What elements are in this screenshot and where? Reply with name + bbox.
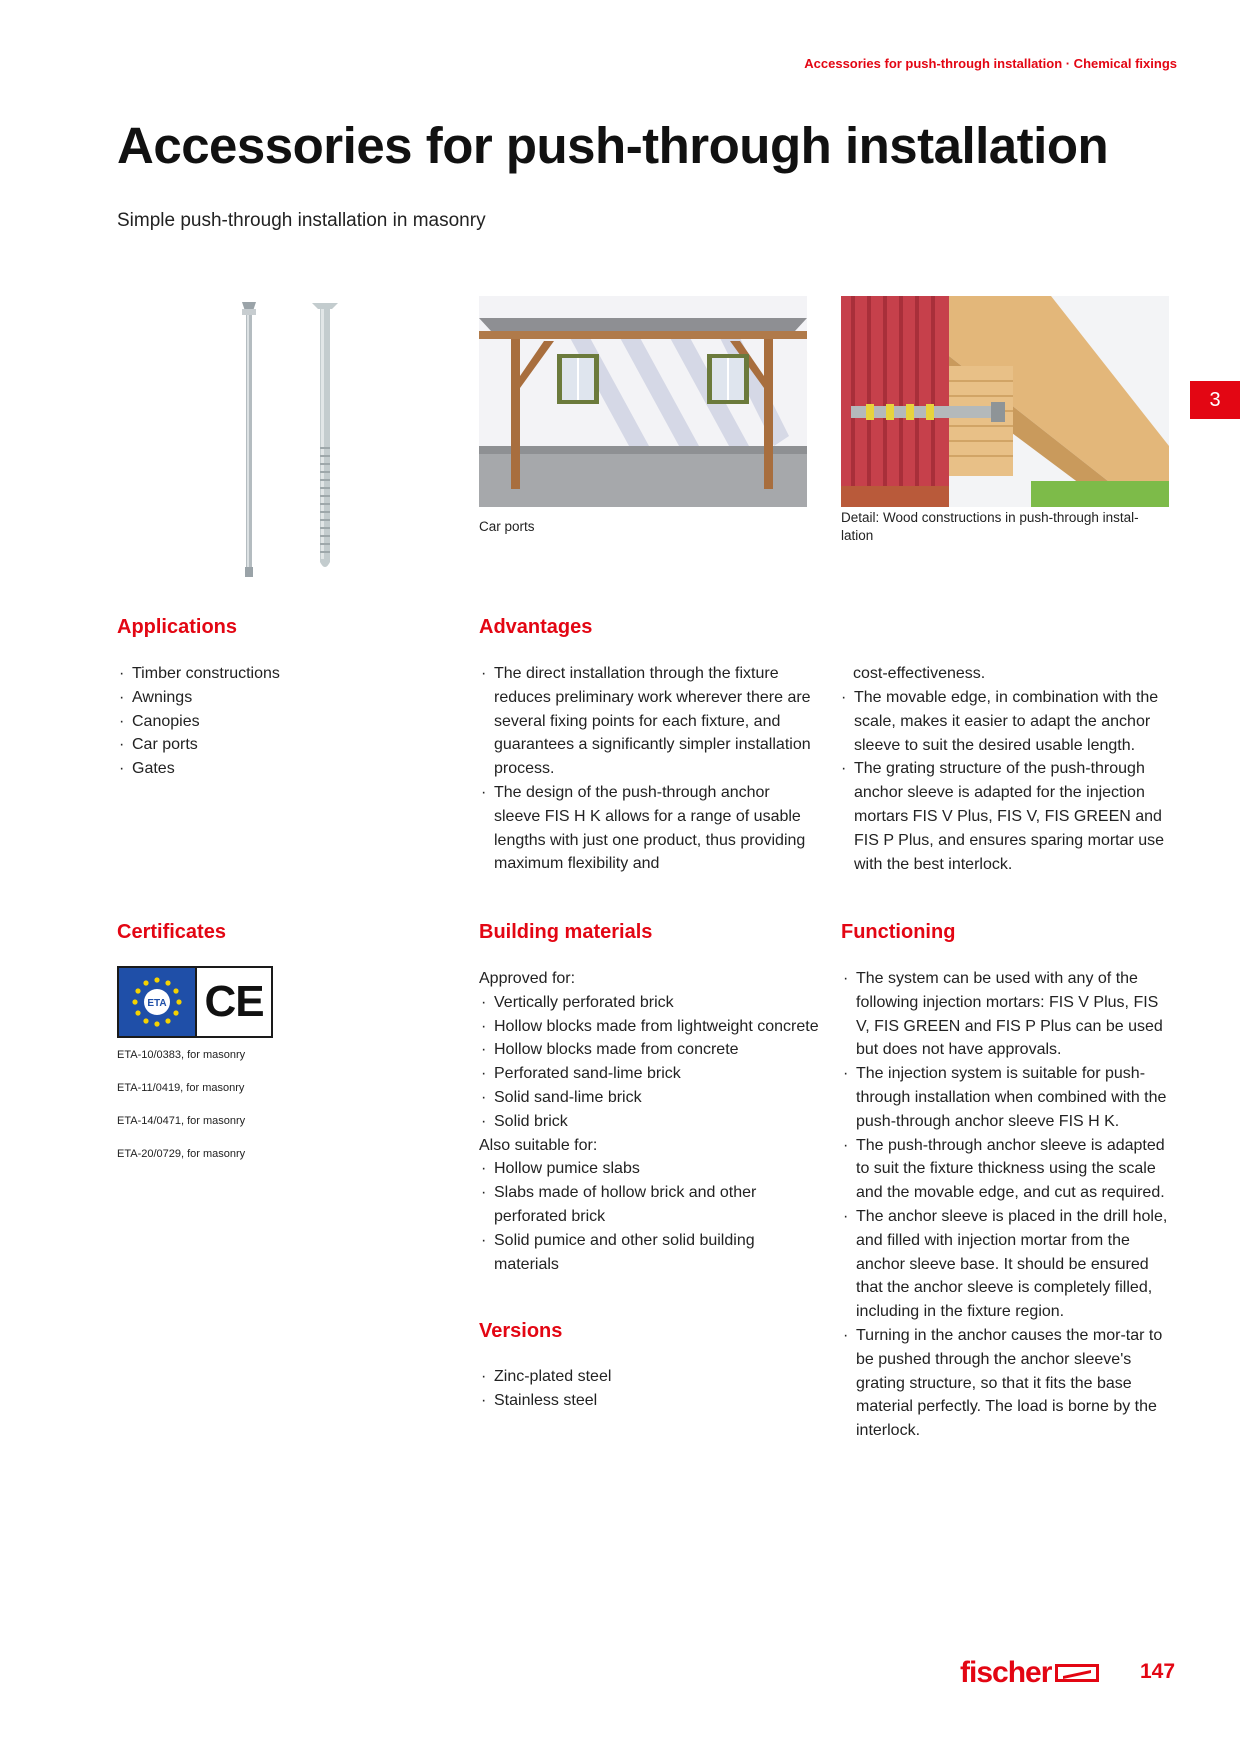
chapter-tab[interactable]: 3	[1190, 381, 1240, 419]
list-item: · Stainless steel	[479, 1389, 799, 1413]
advantages-list-column-2	[839, 686, 1179, 876]
functioning-heading: Functioning	[841, 921, 956, 943]
advantages-continuation: cost-effectiveness.	[853, 665, 986, 682]
detail-caption: Detail: Wood constructions in push-through instal-lation	[841, 510, 1139, 544]
applications-list	[117, 662, 437, 781]
list-item: · Gates	[117, 757, 437, 781]
list-item: · Slabs made of hollow brick and other perforated brick	[479, 1181, 819, 1229]
list-item: · Car ports	[117, 733, 437, 757]
list-item: ETA-11/0419, for masonry	[117, 1082, 245, 1094]
wood-construction-detail-photo	[841, 296, 1169, 507]
certificates-heading: Certificates	[117, 921, 226, 943]
approved-for-label: Approved for:	[479, 970, 576, 987]
list-item: · Hollow pumice slabs	[479, 1157, 819, 1181]
list-item: · Turning in the anchor causes the mor-tar to be pushed through the anchor sleeve's grating structure, so that it fits the base material perfectly. The load is borne by the interlock.	[841, 1324, 1176, 1443]
list-item: · The movable edge, in combination with the scale, makes it easier to adapt the anchor sleeve to suit the desired usable length.	[839, 686, 1179, 757]
list-item: · Awnings	[117, 686, 437, 710]
logo-wordmark: fischer	[960, 1656, 1052, 1689]
carport-caption: Car ports	[479, 519, 535, 534]
list-item: · Solid brick	[479, 1110, 819, 1134]
badge-ce-text: CE	[204, 977, 264, 1026]
functioning-list	[841, 967, 1176, 1443]
list-item: ETA-20/0729, for masonry	[117, 1148, 246, 1160]
logo-emblem-icon	[1055, 1662, 1099, 1684]
list-item: · The injection system is suitable for push-through installation when combined with the push-through anchor sleeve FIS H K.	[841, 1062, 1176, 1133]
list-item: · The direct installation through the fixture reduces preliminary work wherever there are several fixing points for each fixture, and guarantees a significantly simpler installation process.	[479, 662, 819, 781]
list-item: · Canopies	[117, 710, 437, 734]
badge-eta-text: ETA	[147, 998, 167, 1009]
list-item: · Hollow blocks made from concrete	[479, 1038, 819, 1062]
list-item: · Solid sand-lime brick	[479, 1086, 819, 1110]
applications-heading: Applications	[117, 616, 238, 638]
product-anchor-rods-image	[220, 297, 370, 582]
building-materials-heading: Building materials	[479, 921, 653, 943]
list-item: · Vertically perforated brick	[479, 991, 819, 1015]
list-item: · The grating structure of the push-through anchor sleeve is adapted for the injection mortars FIS V Plus, FIS V, FIS GREEN and FIS P Plus, and ensures sparing mortar use with the best interlock.	[839, 757, 1179, 876]
certificates-list	[117, 1048, 245, 1180]
list-item: · Timber constructions	[117, 662, 437, 686]
list-item: ETA-10/0383, for masonry	[117, 1049, 246, 1061]
list-item: · The push-through anchor sleeve is adapted to suit the fixture thickness using the scale and the movable edge, and cut as required.	[841, 1134, 1176, 1205]
also-suitable-label: Also suitable for:	[479, 1136, 598, 1154]
list-item: · The design of the push-through anchor sleeve FIS H K allows for a range of usable lengths with just one product, thus providing maximum flexibility and	[479, 781, 819, 876]
list-item: ETA-14/0471, for masonry	[117, 1115, 246, 1127]
list-item: · Zinc-plated steel	[479, 1365, 799, 1389]
eta-eu-stars-icon	[119, 968, 195, 1036]
advantages-heading: Advantages	[479, 616, 593, 638]
building-materials-block	[479, 967, 819, 1276]
page-title: Accessories for push-through installation	[117, 117, 1109, 174]
list-item: · The system can be used with any of the following injection mortars: FIS V Plus, FIS V, FIS GREEN and FIS P Plus can be used but does not have approvals.	[841, 967, 1176, 1062]
also-suitable-list	[479, 1157, 819, 1276]
list-item: · Perforated sand-lime brick	[479, 1062, 819, 1086]
advantages-list-column-1	[479, 662, 819, 876]
fischer-logo	[960, 1655, 1099, 1691]
list-item: · Solid pumice and other solid building materials	[479, 1229, 819, 1277]
list-item: · Hollow blocks made from lightweight concrete	[479, 1015, 819, 1039]
page-subtitle: Simple push-through installation in masonry	[117, 210, 486, 231]
page-number: 147	[1140, 1660, 1176, 1683]
list-item: · The anchor sleeve is placed in the drill hole, and filled with injection mortar from the anchor sleeve base. It should be ensured that the anchor sleeve is completely filled, including in the fixture region.	[841, 1205, 1176, 1324]
approved-list	[479, 991, 819, 1134]
versions-list	[479, 1365, 799, 1413]
carport-photo	[479, 296, 807, 507]
versions-heading: Versions	[479, 1320, 563, 1342]
eta-ce-badge	[117, 966, 273, 1038]
header-breadcrumb: Accessories for push-through installation · Chemical fixings	[804, 56, 1177, 71]
